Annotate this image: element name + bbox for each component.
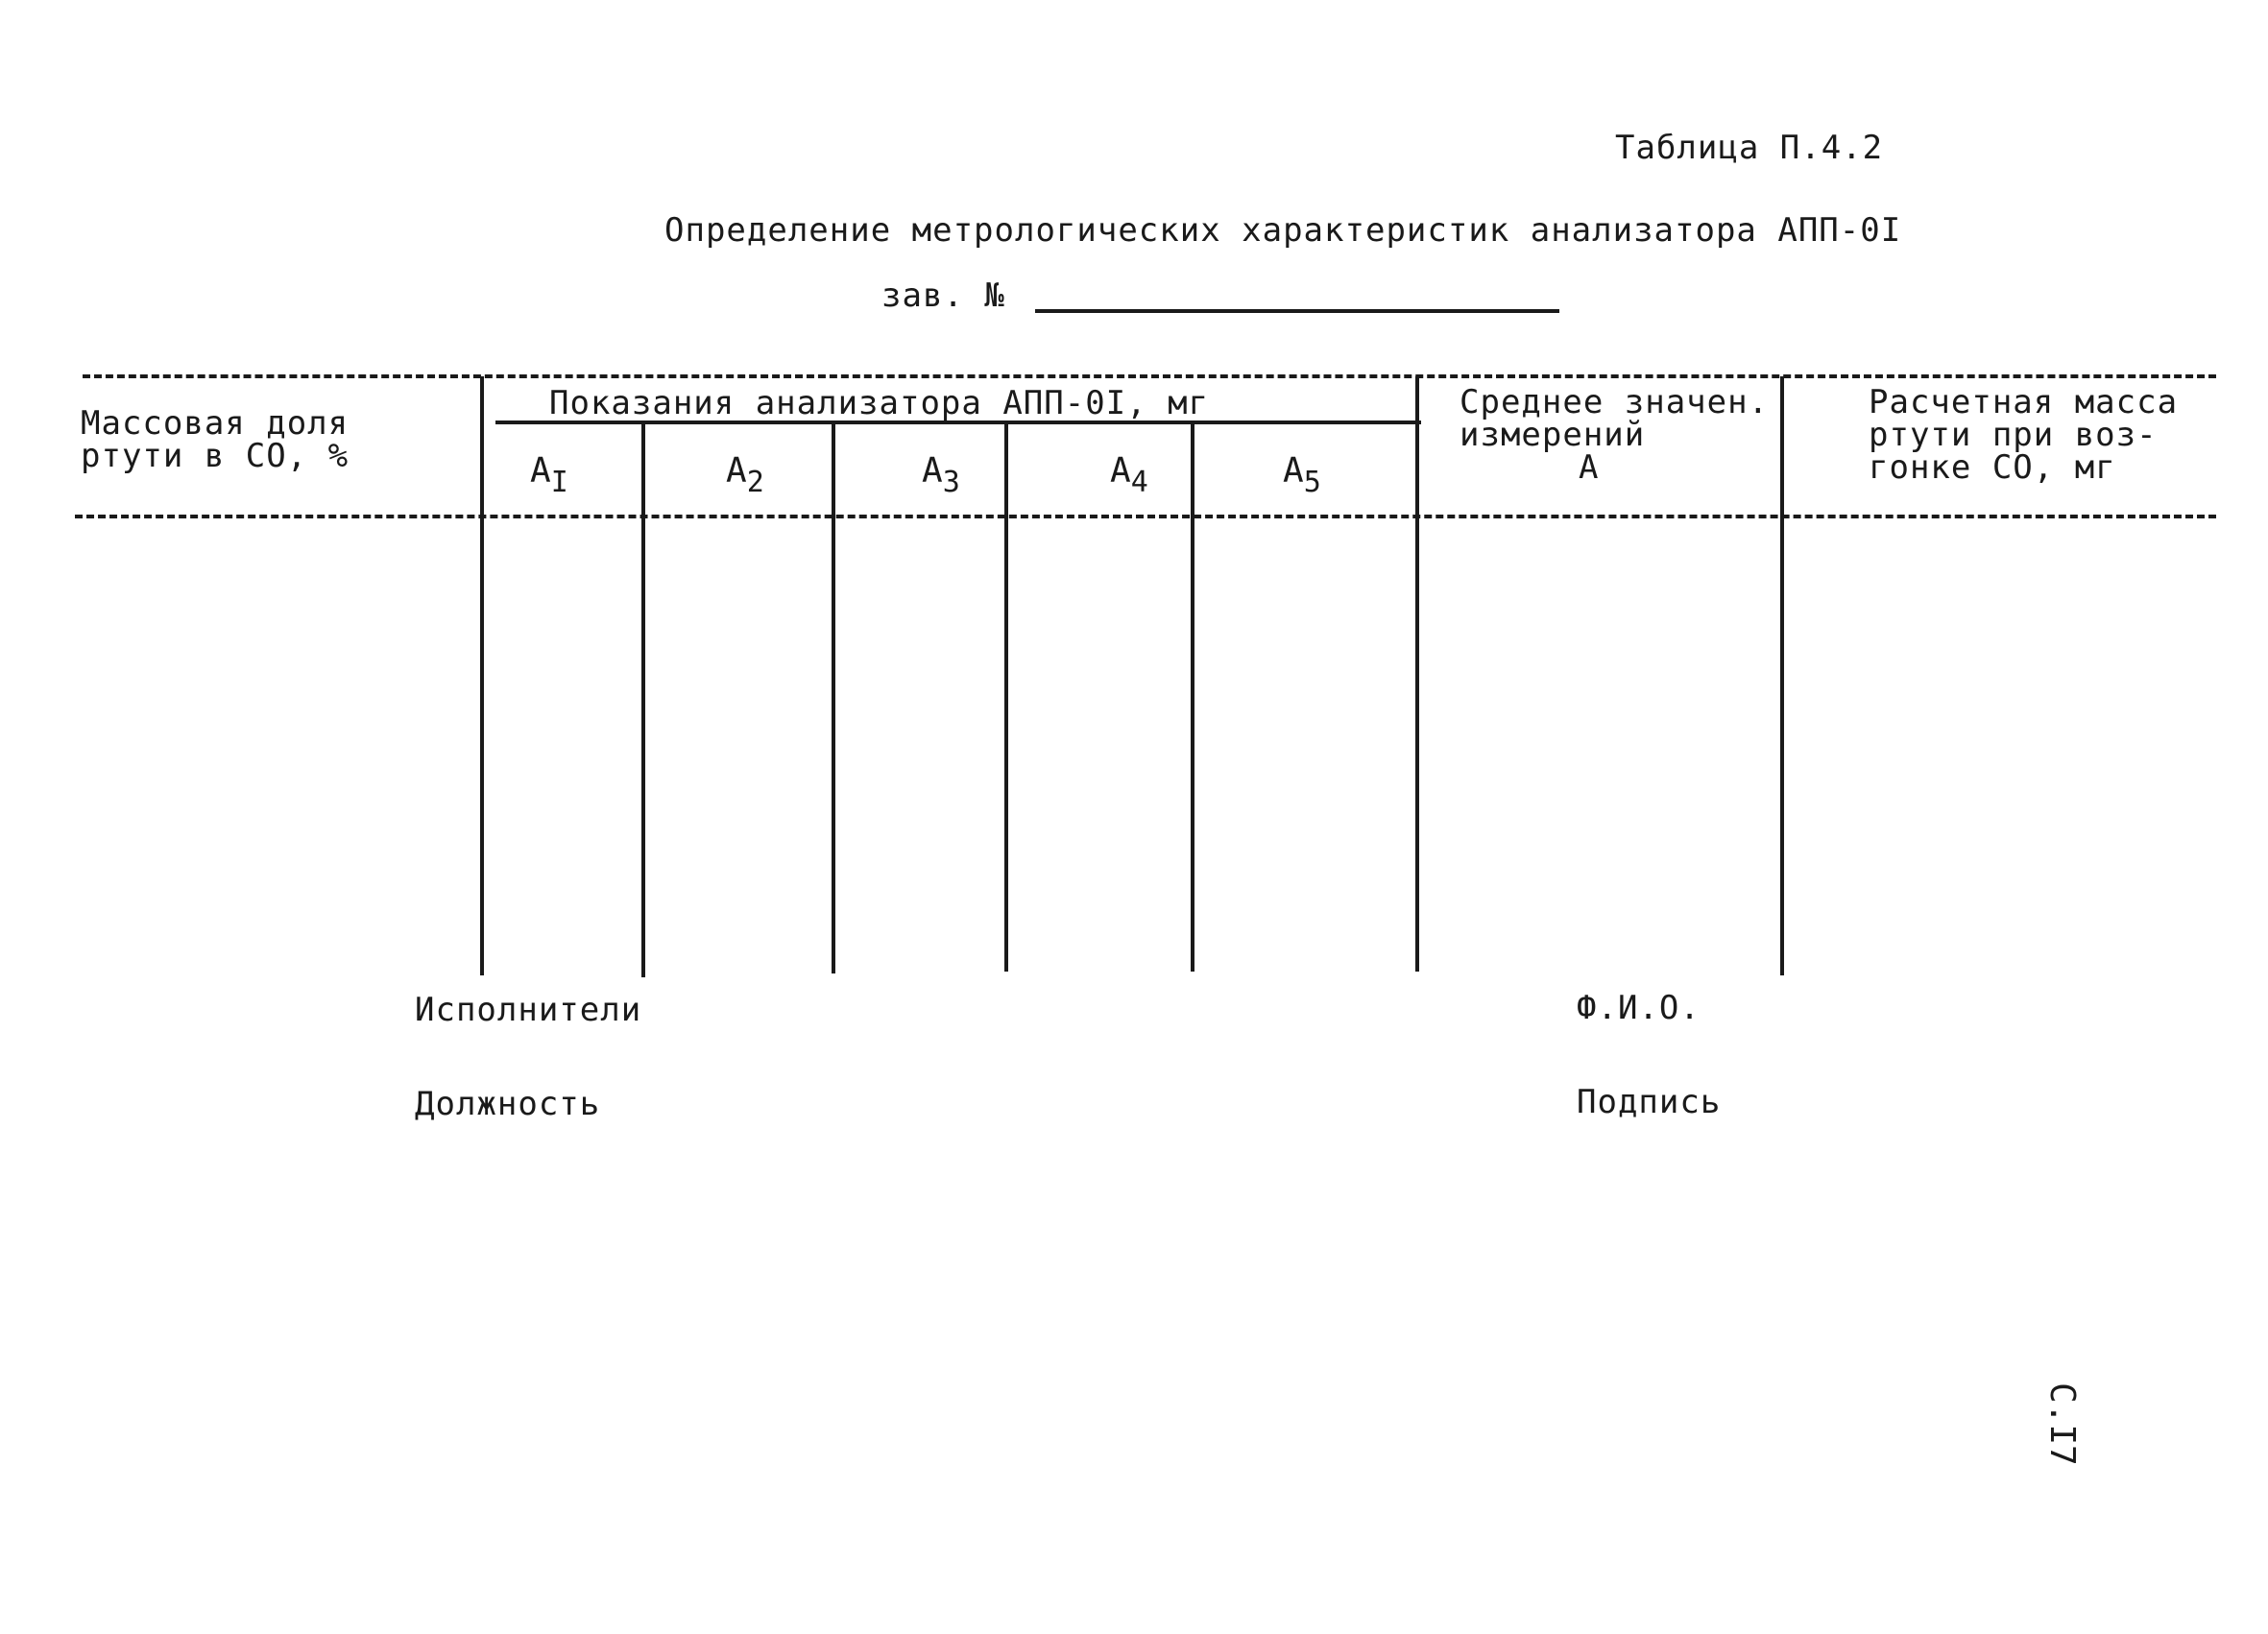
col-divider-4 (1004, 422, 1008, 972)
col-divider-7 (1780, 376, 1784, 975)
serial-blank-line (1035, 309, 1559, 313)
table-header-bottom-border (75, 515, 2216, 518)
header-a2 (726, 451, 764, 499)
header-mean-line-1: Среднее значен. (1460, 383, 1770, 421)
header-mean-line-3: A (1579, 448, 1600, 487)
table-label: Таблица П.4.2 (1615, 129, 1884, 167)
header-mass-fraction (81, 404, 350, 475)
col-divider-3 (832, 422, 835, 973)
header-mass-fraction-line-2: ртути в СО, % (81, 437, 350, 475)
table-top-border (83, 374, 2216, 378)
col-divider-2 (641, 422, 645, 977)
header-a3-base: A (922, 451, 943, 491)
page-number: С.I7 (2042, 1382, 2082, 1466)
header-calc-line-1: Расчетная масса (1869, 383, 2179, 421)
header-a5-base: A (1283, 451, 1304, 491)
header-a2-sub: 2 (746, 466, 764, 499)
header-analyzer-readings: Показания анализатора АПП-0I, мг (549, 384, 1210, 422)
col-divider-5 (1191, 422, 1194, 972)
document-title: Определение метрологических характеристик анализатора АПП-0I (664, 211, 1902, 250)
header-a3-sub: 3 (942, 466, 960, 499)
header-a3 (922, 451, 960, 499)
header-mean-line-2: измерений (1460, 416, 1646, 454)
header-a4 (1110, 451, 1148, 499)
footer-name: Ф.И.О. (1577, 989, 1701, 1027)
footer-performers: Исполнители (415, 991, 642, 1029)
header-calc-line-3: гонке СО, мг (1869, 448, 2116, 487)
header-calculated-mass (1869, 383, 2179, 487)
header-a4-sub: 4 (1130, 466, 1148, 499)
col-divider-1 (480, 376, 484, 975)
header-a5 (1283, 451, 1321, 499)
serial-label: зав. № (881, 276, 1005, 315)
footer-signature: Подпись (1577, 1083, 1722, 1121)
header-a1 (530, 451, 568, 499)
header-calc-line-2: ртути при воз- (1869, 416, 2158, 454)
header-mean-value (1460, 383, 1770, 487)
header-a1-base: A (530, 451, 551, 491)
col-divider-6 (1415, 376, 1419, 972)
header-mass-fraction-line-1: Массовая доля (81, 404, 350, 443)
header-a5-sub: 5 (1303, 466, 1321, 499)
footer-position: Должность (415, 1085, 601, 1123)
header-a2-base: A (726, 451, 747, 491)
header-a4-base: A (1110, 451, 1131, 491)
header-a1-sub: I (550, 466, 568, 499)
